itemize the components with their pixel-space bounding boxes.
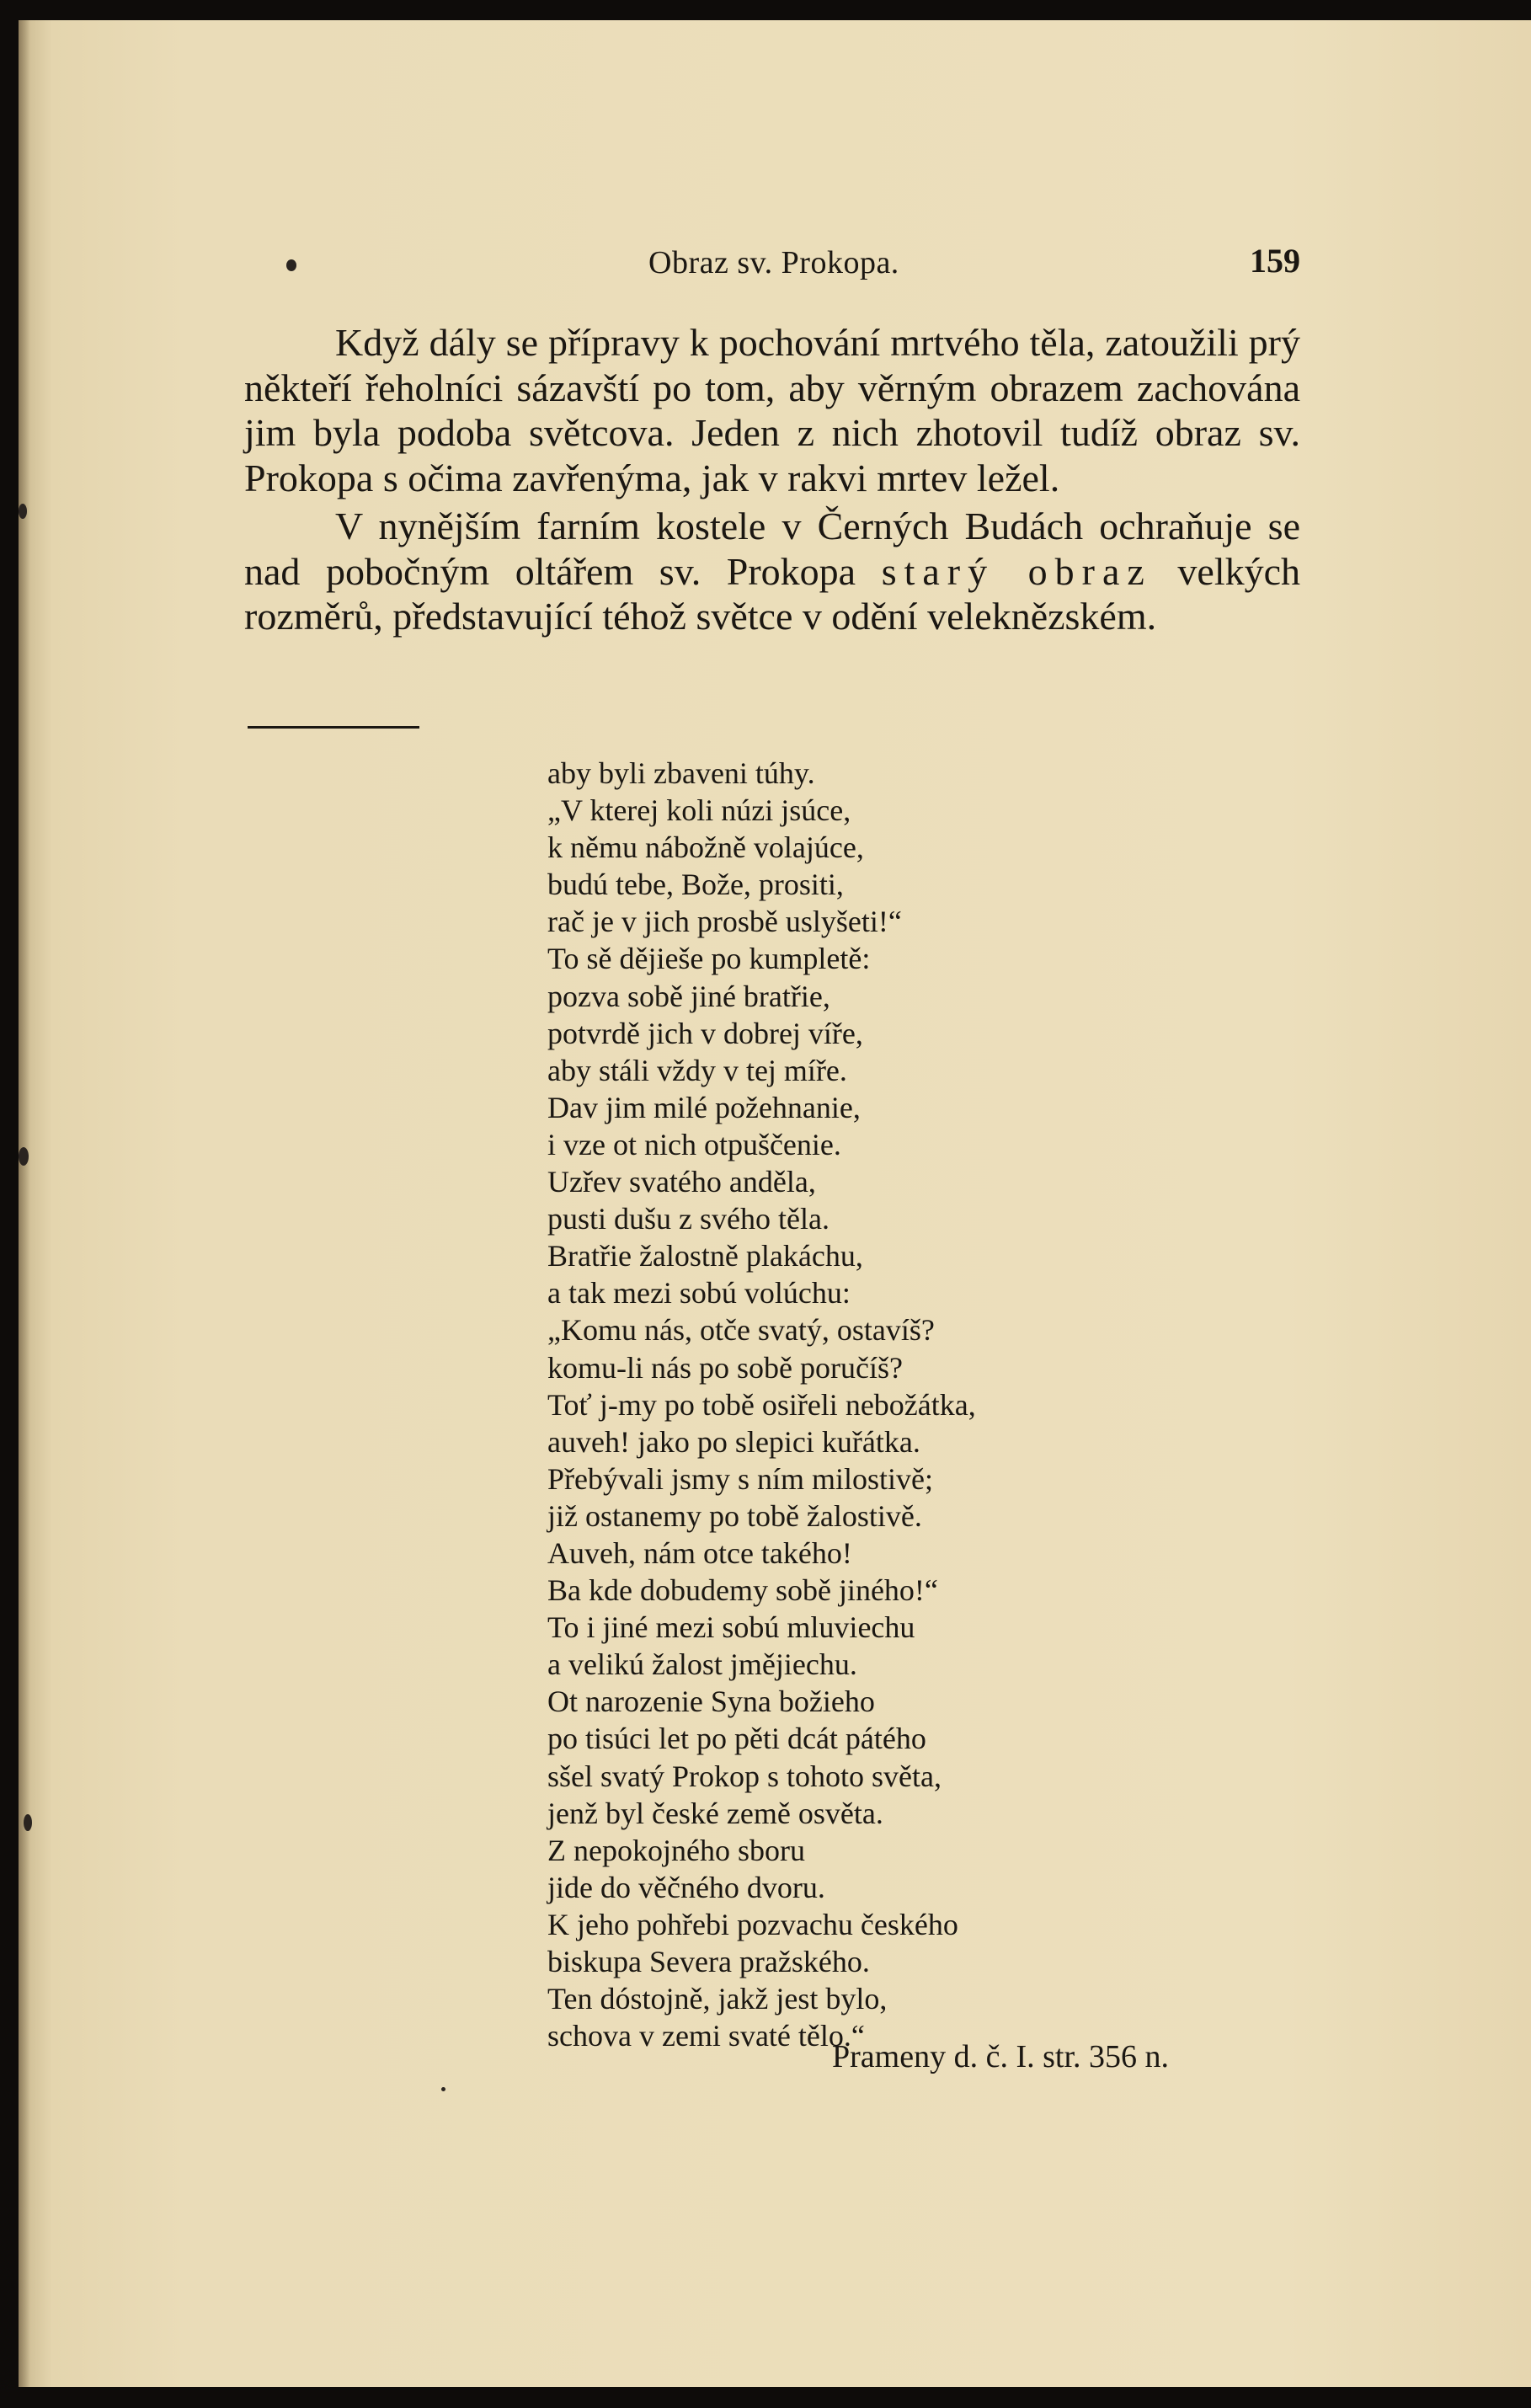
poem-line: Ot narozenie Syna božieho — [547, 1685, 875, 1719]
scanned-page — [19, 20, 1531, 2387]
page-header — [244, 238, 1300, 288]
poem-line: budú tebe, Bože, prositi, — [547, 868, 844, 902]
poem-line: aby stáli vždy v tej míře. — [547, 1053, 847, 1087]
running-title: Obraz sv. Prokopa. — [648, 245, 899, 280]
poem-line: Dav jim milé požehnanie, — [547, 1090, 861, 1124]
page-number: 159 — [1250, 242, 1300, 280]
poem-line: jide do věčného dvoru. — [547, 1870, 825, 1904]
paragraph — [244, 504, 1300, 639]
poem-line: Ba kde dobudemy sobě jiného!“ — [547, 1573, 938, 1608]
poem-line: Z nepokojného sboru — [547, 1833, 805, 1867]
poem-line: i vze ot nich otpuščenie. — [547, 1127, 841, 1161]
ink-speck — [19, 1147, 29, 1166]
poem-line: již ostanemy po tobě žalostivě. — [547, 1498, 922, 1533]
poem-line: Uzřev svatého anděla, — [547, 1165, 816, 1199]
paragraph: Když dály se přípravy k pochování mrtvého těla, zatoužili prý někteří řeholníci sázavští po tom, aby věrným obrazem zachována jim byla podoba světcova. Jeden z nich zhotovil tudíž obraz sv. Prokopa s očima zavřenýma, jak v rakvi mrtev ležel. — [244, 321, 1300, 499]
poem-line: komu-li nás po sobě poručíš? — [547, 1350, 903, 1385]
source-citation: Prameny d. č. I. str. 356 n. — [832, 2039, 1170, 2074]
ink-speck — [441, 2087, 445, 2091]
poem-line: k němu nábožně volajúce, — [547, 830, 864, 865]
poem-line: Ten dóstojně, jakž jest bylo, — [547, 1982, 888, 2016]
poem-line: aby byli zbaveni túhy. — [547, 756, 815, 790]
poem-line: auveh! jako po slepici kuřátka. — [547, 1424, 920, 1459]
ink-speck — [24, 1814, 32, 1831]
poem-line: Přebývali jsmy s ním milostivě; — [547, 1461, 933, 1496]
poem-line: schova v zemi svaté tělo.“ — [547, 2019, 865, 2053]
paragraph-text: velkých rozměrů, představující téhož světce v odění veleknězském. — [244, 549, 1301, 638]
spaced-emphasis: starý obraz — [881, 549, 1152, 593]
poem-line: po tisúci let po pěti dcát pátého — [547, 1722, 926, 1756]
footnote-rule — [248, 726, 419, 729]
poem-line: rač je v jich prosbě uslyšeti!“ — [547, 905, 902, 939]
ink-speck — [19, 504, 27, 519]
poem-line: a tak mezi sobú volúchu: — [547, 1276, 851, 1311]
poem-excerpt — [547, 755, 1204, 2054]
poem-line: To sě dějieše po kumpletě: — [547, 942, 871, 976]
poem-line: sšel svatý Prokop s tohoto světa, — [547, 1759, 942, 1793]
page-edge-shadow — [19, 20, 30, 2387]
poem-line: a velikú žalost jmějiechu. — [547, 1647, 857, 1682]
poem-line: „V kterej koli núzi jsúce, — [547, 793, 851, 828]
poem-line: Bratřie žalostně plakáchu, — [547, 1239, 863, 1273]
poem-line: To i jiné mezi sobú mluviechu — [547, 1610, 915, 1645]
poem-line: „Komu nás, otče svatý, ostavíš? — [547, 1313, 935, 1348]
poem-line: Toť j-my po tobě osiřeli nebožátka, — [547, 1387, 976, 1422]
poem-line: pusti dušu z svého těla. — [547, 1202, 830, 1236]
poem-line: potvrdě jich v dobrej víře, — [547, 1016, 863, 1050]
poem-line: biskupa Severa pražského. — [547, 1945, 870, 1978]
poem-line: jenž byl české země osvěta. — [547, 1796, 883, 1830]
poem-line: Auveh, nám otce takého! — [547, 1535, 852, 1570]
prose-text — [244, 320, 1300, 643]
poem-line: K jeho pohřebi pozvachu českého — [547, 1907, 958, 1941]
poem-line: pozva sobě jiné bratřie, — [547, 979, 830, 1013]
paragraph-text: V nynějším farním kostele v Černých Budách ochraňuje se nad pobočným oltářem sv. Prokopa — [244, 505, 1300, 593]
